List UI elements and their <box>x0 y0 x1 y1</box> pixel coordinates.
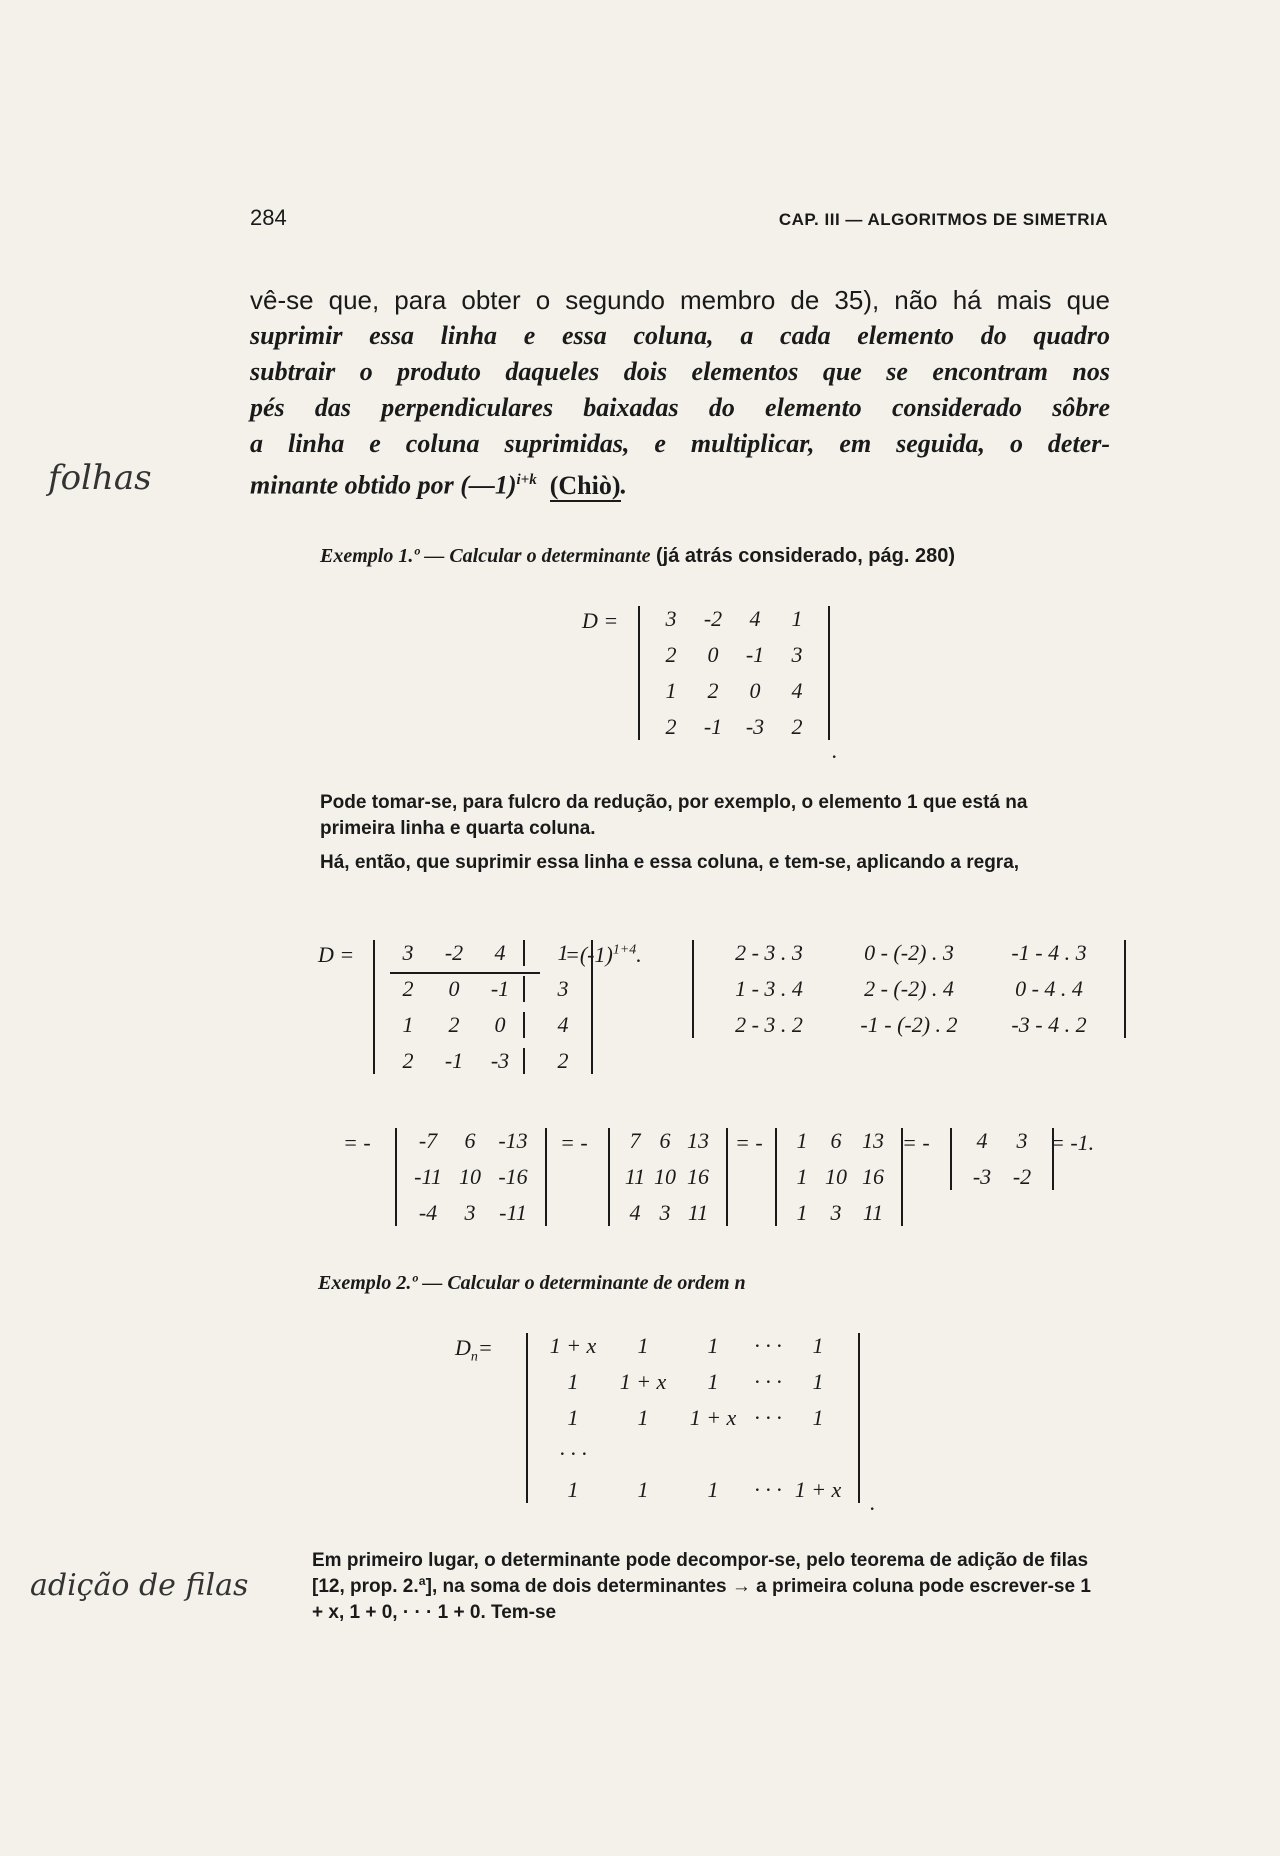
matrix-d-cell: 2 <box>791 714 803 739</box>
eq-minus-4: = - <box>902 1130 930 1155</box>
step2-cell: 16 <box>687 1164 709 1189</box>
reduced-cell: 1 - 3 . 4 <box>735 976 803 1001</box>
matrix-d-cell: -1 <box>703 714 723 739</box>
matrix-d-cell: 2 <box>707 678 719 703</box>
dn-subscript: n <box>470 1349 478 1365</box>
dn-base: D <box>455 1335 471 1360</box>
reduced-cell: 0 - (-2) . 3 <box>864 940 954 965</box>
matrix-d-cell: -2 <box>703 606 723 631</box>
matrix-d-ext-cell: 2 <box>448 1012 460 1037</box>
column-separator <box>523 940 545 966</box>
dn-cell: · · · <box>754 1333 782 1358</box>
row-strike <box>390 972 540 974</box>
reduced-cell: 2 - 3 . 2 <box>735 1012 803 1037</box>
dn-cell: · · · <box>559 1441 587 1466</box>
step3-cell: 16 <box>862 1164 884 1189</box>
matrix-step-1 <box>395 1128 547 1226</box>
dn-cell: · · · <box>754 1405 782 1430</box>
column-separator <box>523 976 545 1002</box>
dn-cell: 1 <box>637 1477 649 1502</box>
eq-minus-3: = - <box>735 1130 763 1155</box>
step3-cell: 6 <box>830 1128 842 1153</box>
step2-cell: 13 <box>687 1128 709 1153</box>
step3-cell: 13 <box>862 1128 884 1153</box>
determinant-D <box>638 606 830 740</box>
sign-exponent: 1+4 <box>612 942 637 958</box>
dn-cell: 1 <box>812 1369 824 1394</box>
para-line-5: a linha e coluna suprimidas, e multiplicar, em seguida, o deter- <box>250 429 1110 458</box>
step1-cell: -11 <box>499 1200 527 1225</box>
matrix-d-ext-cell: 3 <box>402 940 414 965</box>
matrix-d-ext-cell: 3 <box>557 976 569 1001</box>
step1-cell: 6 <box>464 1128 476 1153</box>
reduced-cell: 2 - (-2) . 4 <box>864 976 954 1001</box>
step2-cell: 11 <box>624 1164 646 1189</box>
matrix-d-ext-cell: -2 <box>444 940 464 965</box>
dn-cell: · · · <box>754 1369 782 1394</box>
step1-cell: -16 <box>498 1164 528 1189</box>
matrix-d-ext-cell: 1 <box>557 940 569 965</box>
step1-cell: -11 <box>414 1164 442 1189</box>
para-line-6-text: minante obtido por (—1) <box>250 470 517 500</box>
matrix-d-cell: 2 <box>665 642 677 667</box>
dn-equals: = <box>477 1335 493 1360</box>
determinant-D-extended <box>373 940 593 1074</box>
para-line-3: subtrair o produto daqueles dois elementos que se encontram nos <box>250 357 1110 386</box>
dn-cell: 1 <box>707 1369 719 1394</box>
para-line-2: suprimir essa linha e essa coluna, a cada elemento do quadro <box>250 321 1110 350</box>
dn-cell: 1 <box>812 1333 824 1358</box>
matrix-d-cell: 1 <box>665 678 677 703</box>
matrix-d-cell: 1 <box>791 606 803 631</box>
matrix-d-ext-cell: 1 <box>402 1012 414 1037</box>
step1-cell: -7 <box>418 1128 438 1153</box>
matrix-d-ext-cell: 2 <box>402 976 414 1001</box>
step4-cell: -2 <box>1012 1164 1032 1189</box>
step3-cell: 1 <box>796 1164 808 1189</box>
dn-cell: 1 <box>567 1477 579 1502</box>
example2-text: Em primeiro lugar, o determinante pode decompor-se, pelo teorema de adição de filas [12, prop. 2.ª], na soma de dois determinantes → a primeira coluna pode escrever-se 1 + x, 1 + 0, · · · 1 + 0. Tem-se <box>312 1550 1091 1623</box>
matrix-d-ext-cell: 0 <box>494 1012 506 1037</box>
dot: . <box>832 738 838 763</box>
matrix-d-ext-cell: -3 <box>490 1048 510 1073</box>
step3-cell: 11 <box>862 1200 884 1225</box>
matrix-d-ext-cell: 0 <box>448 976 460 1001</box>
step4-cell: 4 <box>976 1128 988 1153</box>
determinant-Dn <box>526 1333 860 1503</box>
matrix-step-4 <box>950 1128 1054 1190</box>
dn-cell <box>608 1441 678 1467</box>
step3-cell: 1 <box>796 1128 808 1153</box>
step3-cell: 3 <box>830 1200 842 1225</box>
dn-cell <box>788 1441 848 1467</box>
step2-cell: 10 <box>654 1164 676 1189</box>
dn-cell: · · · <box>754 1477 782 1502</box>
sign-factor <box>565 942 642 968</box>
column-separator <box>523 1012 545 1038</box>
matrix-d-cell: 4 <box>791 678 803 703</box>
step3-cell: 1 <box>796 1200 808 1225</box>
dn-cell: 1 <box>567 1369 579 1394</box>
final-result: = -1. <box>1050 1130 1095 1155</box>
example1-text2: Há, então, que suprimir essa linha e essa coluna, e tem-se, aplicando a regra, <box>320 852 1020 873</box>
handwritten-note-folhas: folhas <box>48 458 152 498</box>
sign-factor-base: =(-1) <box>565 942 613 967</box>
intro-paragraph <box>250 282 1110 504</box>
matrix-d-ext-cell: 2 <box>557 1048 569 1073</box>
chio-label: (Chiò) <box>549 470 621 500</box>
matrix-d-cell: -3 <box>745 714 765 739</box>
para-line-4: pés das perpendiculares baixadas do elemento considerado sôbre <box>250 393 1110 422</box>
dn-cell: 1 + x <box>794 1477 842 1502</box>
matrix-d-ext-cell: 2 <box>402 1048 414 1073</box>
matrix-d-ext-cell: 4 <box>494 940 506 965</box>
reduced-cell: 2 - 3 . 3 <box>735 940 803 965</box>
dn-cell: 1 <box>707 1333 719 1358</box>
sign-dot: . <box>636 942 642 967</box>
reduced-cell: 0 - 4 . 4 <box>1015 976 1083 1001</box>
step2-cell: 3 <box>659 1200 671 1225</box>
dot-2: . <box>870 1490 876 1515</box>
step2-cell: 4 <box>629 1200 641 1225</box>
dn-label <box>455 1335 493 1365</box>
dn-cell: 1 + x <box>619 1369 667 1394</box>
example1-note: (já atrás considerado, pág. 280) <box>656 545 956 567</box>
dn-cell: 1 <box>637 1405 649 1430</box>
dn-cell: 1 <box>567 1405 579 1430</box>
reduced-cell: -1 - (-2) . 2 <box>860 1012 958 1037</box>
step1-cell: 3 <box>464 1200 476 1225</box>
matrix-d-cell: 0 <box>707 642 719 667</box>
column-separator <box>523 1048 545 1074</box>
para-line-6 <box>250 462 1110 504</box>
matrix-d-ext-cell: 4 <box>557 1012 569 1037</box>
example2-label: Exemplo 2.º — Calcular o determinante de ordem n <box>318 1272 746 1294</box>
step3-cell: 10 <box>825 1164 847 1189</box>
matrix-d-cell: 4 <box>749 606 761 631</box>
chapter-title: CAP. III — ALGORITMOS DE SIMETRIA <box>778 210 1108 229</box>
dn-cell <box>748 1441 788 1467</box>
example1-text1: Pode tomar-se, para fulcro da redução, por exemplo, o elemento 1 que está na primeira linha e quarta coluna. <box>320 792 1028 839</box>
dn-cell: 1 + x <box>549 1333 597 1358</box>
reduced-cell: -3 - 4 . 2 <box>1011 1012 1087 1037</box>
example1-heading <box>320 545 955 568</box>
dn-cell: 1 <box>812 1405 824 1430</box>
eq-minus-1: = - <box>343 1130 371 1155</box>
step1-cell: -4 <box>418 1200 438 1225</box>
step1-cell: 10 <box>459 1164 481 1189</box>
eq-minus-2: = - <box>560 1130 588 1155</box>
step2-cell: 11 <box>687 1200 709 1225</box>
matrix-d-cell: 3 <box>791 642 803 667</box>
page-number: 284 <box>250 205 287 230</box>
reduced-cell: -1 - 4 . 3 <box>1011 940 1087 965</box>
matrix-d-cell: 0 <box>749 678 761 703</box>
reduced-determinant <box>692 940 1126 1038</box>
matrix-d-cell: 3 <box>665 606 677 631</box>
example2-heading <box>318 1272 746 1295</box>
step4-cell: -3 <box>972 1164 992 1189</box>
step2-cell: 6 <box>659 1128 671 1153</box>
matrix-d-cell: -1 <box>745 642 765 667</box>
d-label: D = <box>582 608 619 633</box>
matrix-step-3 <box>775 1128 903 1226</box>
example1-label: Exemplo 1.º — Calcular o determinante <box>320 545 651 567</box>
dn-cell <box>678 1441 748 1467</box>
matrix-d-cell: 2 <box>665 714 677 739</box>
matrix-step-2 <box>608 1128 728 1226</box>
dn-cell: 1 + x <box>689 1405 737 1430</box>
handwritten-note-adicao: adição de filas <box>30 1568 249 1603</box>
matrix-d-ext-cell: -1 <box>444 1048 464 1073</box>
d-label-2: D = <box>318 942 355 967</box>
matrix-d-ext-cell: -1 <box>490 976 510 1001</box>
dn-cell: 1 <box>637 1333 649 1358</box>
step1-cell: -13 <box>498 1128 528 1153</box>
step2-cell: 7 <box>629 1128 641 1153</box>
exponent-ik: i+k <box>516 472 537 488</box>
step4-cell: 3 <box>1016 1128 1028 1153</box>
para-line-1: vê-se que, para obter o segundo membro de 35), não há mais que <box>250 285 1110 315</box>
dn-cell: 1 <box>707 1477 719 1502</box>
period: . <box>620 470 628 500</box>
